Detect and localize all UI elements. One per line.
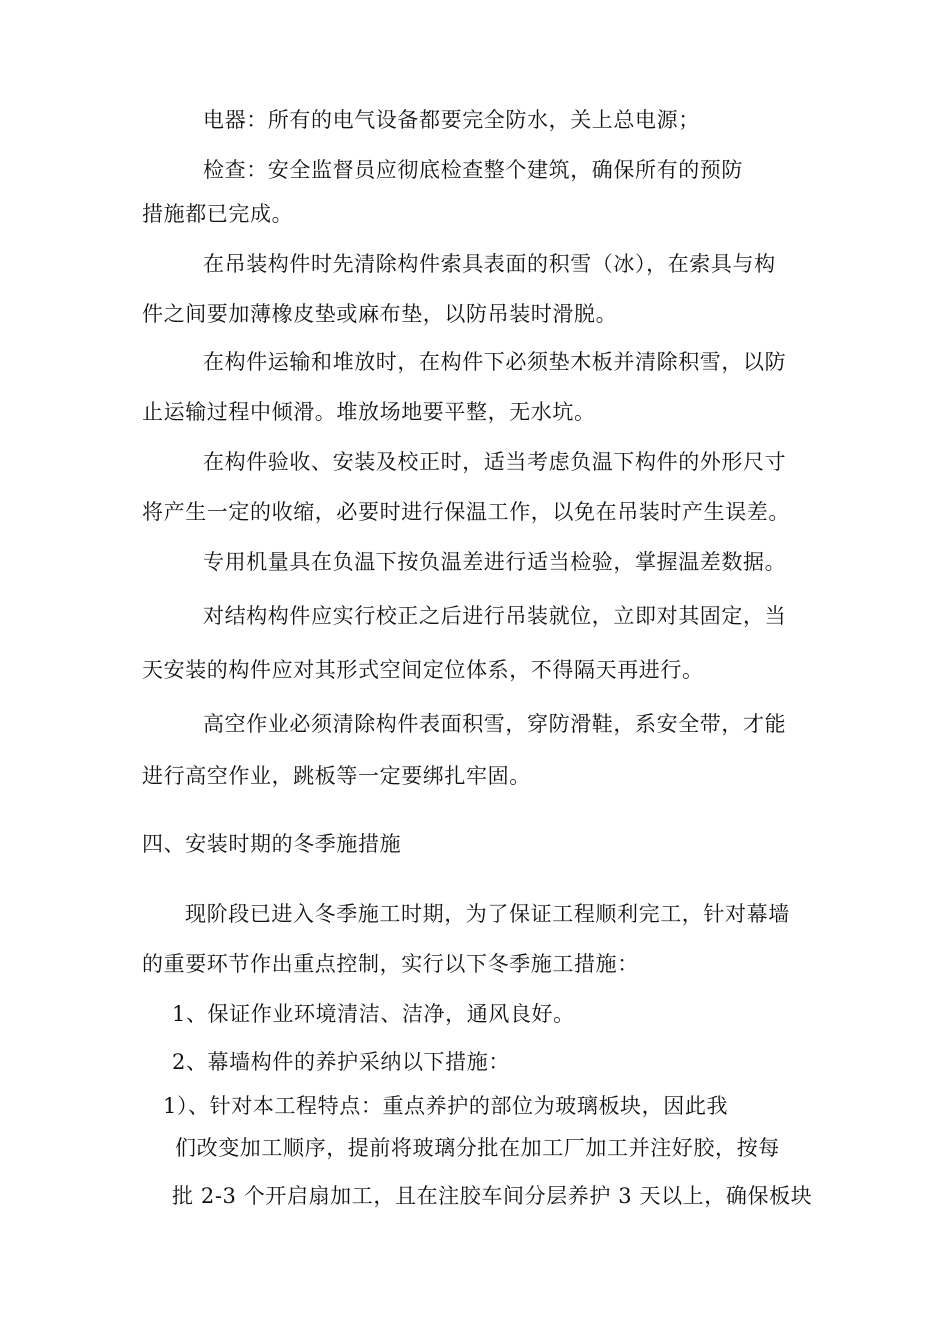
text-line: 措施都已完成。 xyxy=(142,202,294,226)
text-line: 检查：安全监督员应彻底检查整个建筑，确保所有的预防 xyxy=(203,158,743,182)
text-line: 止运输过程中倾滑。堆放场地要平整，无水坑。 xyxy=(142,400,596,424)
section-heading: 四、安装时期的冬季施措施 xyxy=(142,832,402,856)
text-line: 批 2-3 个开启扇加工，且在注胶车间分层养护 3 天以上，确保板块 xyxy=(172,1184,813,1208)
text-line: 高空作业必须清除构件表面积雪，穿防滑鞋，系安全带，才能 xyxy=(203,712,787,736)
text-line: 电器：所有的电气设备都要完全防水，关上总电源； xyxy=(203,108,700,132)
text-line: 将产生一定的收缩，必要时进行保温工作，以免在吊装时产生误差。 xyxy=(142,500,790,524)
text-line: 的重要环节作出重点控制，实行以下冬季施工措施： xyxy=(142,952,639,976)
text-line: 进行高空作业，跳板等一定要绑扎牢固。 xyxy=(142,764,531,788)
text-line: 们改变加工顺序，提前将玻璃分批在加工厂加工并注好胶，按每 xyxy=(175,1136,780,1160)
text-line: 在构件运输和堆放时，在构件下必须垫木板并清除积雪，以防 xyxy=(203,350,787,374)
text-line: 在构件验收、安装及校正时，适当考虑负温下构件的外形尺寸 xyxy=(203,450,787,474)
text-line: 对结构构件应实行校正之后进行吊装就位，立即对其固定，当 xyxy=(203,604,787,628)
text-line: 天安装的构件应对其形式空间定位体系，不得隔天再进行。 xyxy=(142,658,704,682)
text-line: 件之间要加薄橡皮垫或麻布垫，以防吊装时滑脱。 xyxy=(142,302,618,326)
text-line: 现阶段已进入冬季施工时期，为了保证工程顺利完工，针对幕墙 xyxy=(185,902,790,926)
list-item: 1）、针对本工程特点：重点养护的部位为玻璃板块，因此我 xyxy=(163,1094,729,1118)
text-line: 专用机量具在负温下按负温差进行适当检验，掌握温差数据。 xyxy=(203,550,787,574)
text-line: 在吊装构件时先清除构件索具表面的积雪（冰），在索具与构 xyxy=(203,252,776,276)
list-item: 2、幕墙构件的养护采纳以下措施： xyxy=(172,1050,510,1074)
list-item: 1、保证作业环境清洁、洁净，通风良好。 xyxy=(172,1002,575,1026)
